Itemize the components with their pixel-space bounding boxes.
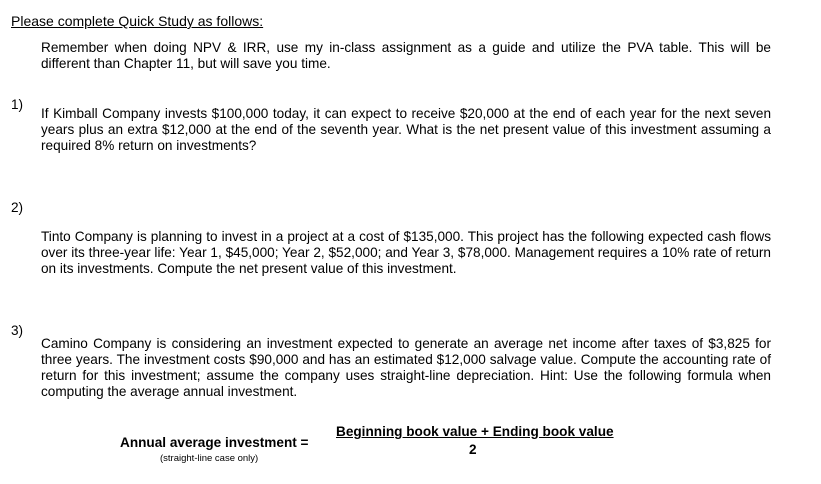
formula-numerator: Beginning book value + Ending book value (336, 424, 614, 439)
page-heading: Please complete Quick Study as follows: (11, 13, 264, 29)
question-2-number: 2) (11, 200, 24, 215)
formula-denominator: 2 (469, 442, 477, 457)
question-1-text: If Kimball Company invests $100,000 today, it can expect to receive $20,000 at the end of each year for the next seven years plus an extra $12,000 at the end of the seventh year. What is the net present value of this investment assuming a required 8% return on investments? (41, 106, 771, 153)
question-3-text: Camino Company is considering an investment expected to generate an average net income after taxes of $3,825 for three years. The investment costs $90,000 and has an estimated $12,000 salvage value. Compute the accounting rate of return for this investment; assume the company uses straight-line depreciation. Hint: Use the following formula when computing the average annual investment. (41, 336, 771, 399)
intro-paragraph: Remember when doing NPV & IRR, use my in-class assignment as a guide and utilize the PVA table. This will be different than Chapter 11, but will save you time. (41, 40, 771, 71)
question-3-number: 3) (11, 323, 24, 338)
formula-note: (straight-line case only) (160, 453, 259, 464)
question-1-number: 1) (11, 97, 24, 112)
formula-label: Annual average investment = (120, 435, 309, 450)
question-2-text: Tinto Company is planning to invest in a project at a cost of $135,000. This project has the following expected cash flows over its three-year life: Year 1, $45,000; Year 2, $52,000; and Year 3, $78,000. Management requires a 10% rate of return on its investments. Compute the net present value of this investment. (41, 229, 771, 276)
